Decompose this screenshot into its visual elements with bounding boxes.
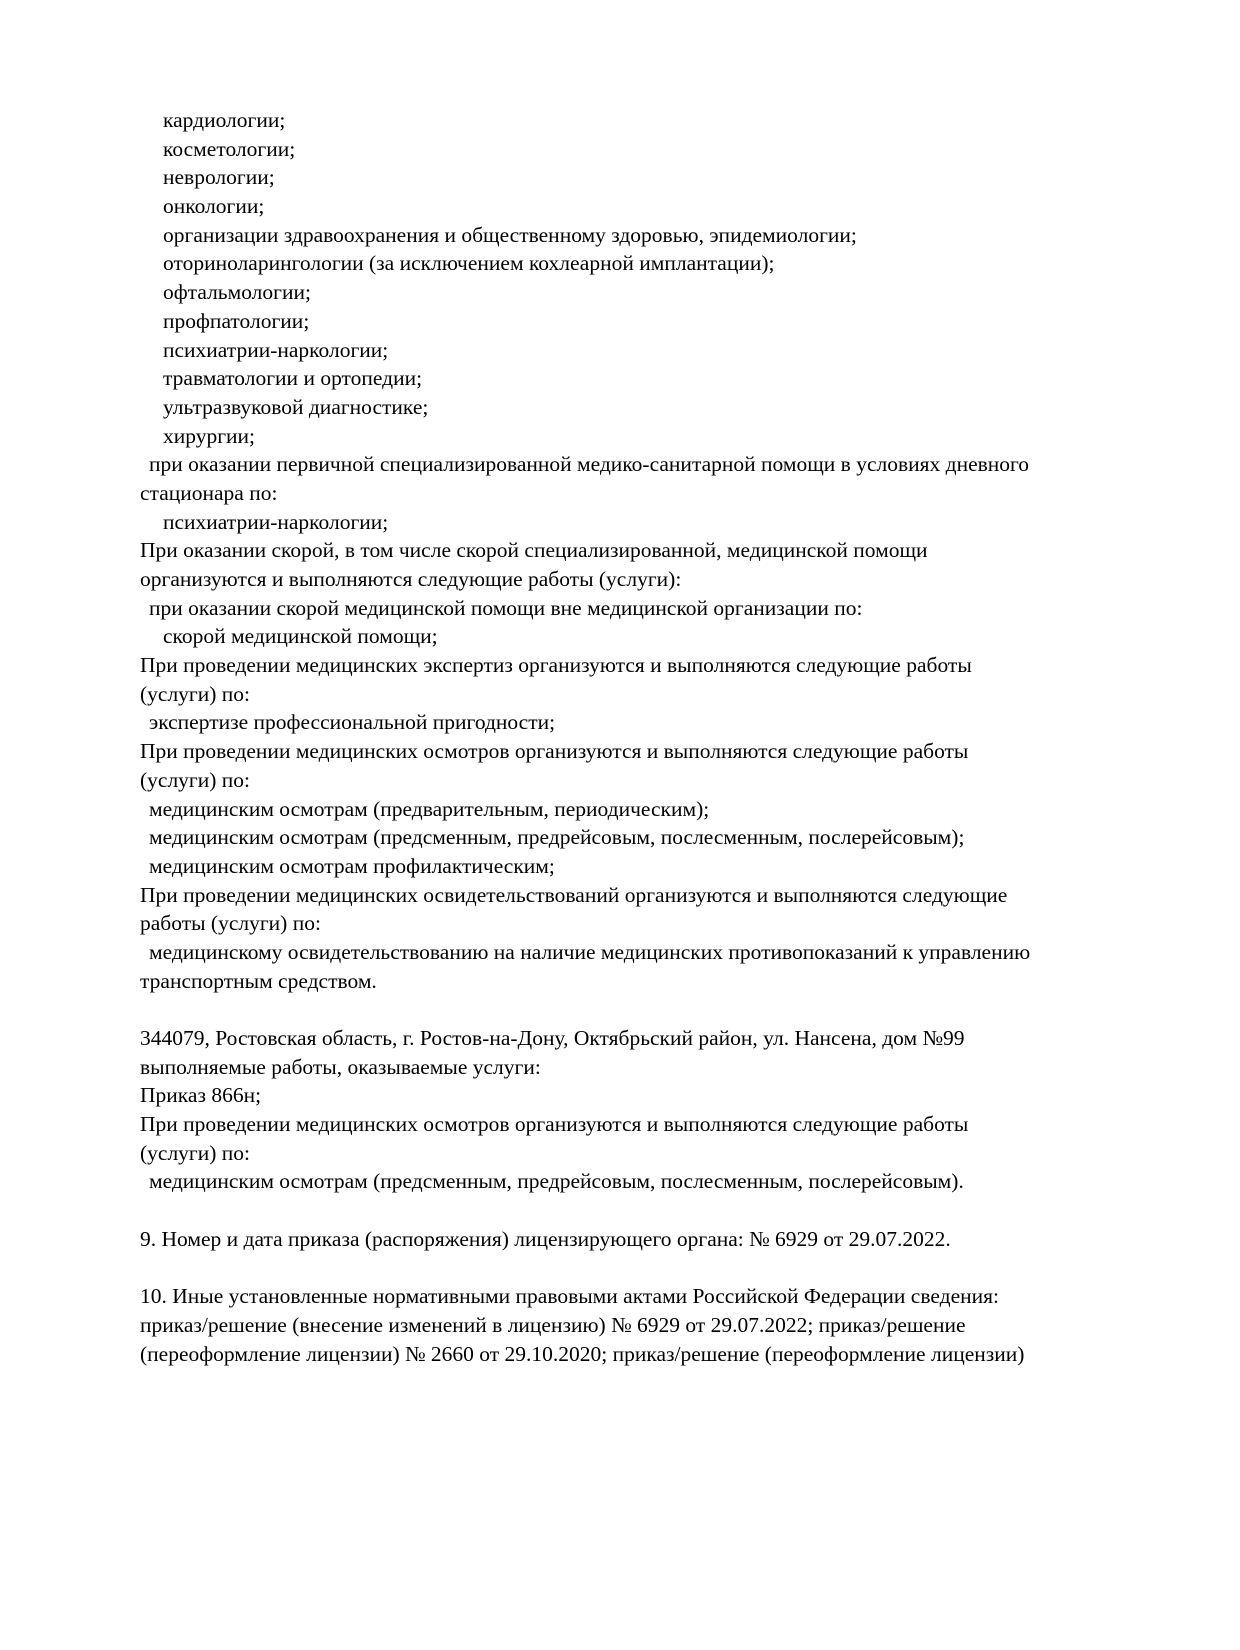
text-line: организуются и выполняются следующие работы (услуги): xyxy=(140,567,682,591)
text-line: (переоформление лицензии) № 2660 от 29.10.2020; приказ/решение (переоформление лицензии) xyxy=(140,1341,1025,1366)
text-line: травматологии и ортопедии; xyxy=(163,366,423,391)
text-line: хирургии; xyxy=(163,423,256,448)
text-line: при оказании скорой медицинской помощи вне медицинской организации по: xyxy=(149,595,863,620)
text-line: (услуги) по: xyxy=(140,767,251,792)
text-line: медицинским осмотрам (предварительным, периодическим); xyxy=(149,796,710,821)
text-line: (услуги) по: xyxy=(140,1140,251,1165)
text-line: психиатрии-наркологии; xyxy=(163,509,389,534)
text-line: При проведении медицинских осмотров организуются и выполняются следующие работы xyxy=(140,1112,969,1137)
text-line: 344079, Ростовская область, г. Ростов-на-Дону, Октябрьский район, ул. Нансена, дом №99 xyxy=(140,1026,965,1050)
blank-line xyxy=(140,995,1150,1024)
text-line: При оказании скорой, в том числе скорой специализированной, медицинской помощи xyxy=(140,538,928,563)
text-line: скорой медицинской помощи; xyxy=(163,624,438,649)
text-line: ультразвуковой диагностике; xyxy=(163,394,429,419)
text-line: медицинским осмотрам (предсменным, предрейсовым, послесменным, послерейсовым); xyxy=(149,825,965,850)
text-line: выполняемые работы, оказываемые услуги: xyxy=(140,1054,541,1079)
text-line: (услуги) по: xyxy=(140,681,251,706)
text-line: офтальмологии; xyxy=(163,280,311,305)
text-line: медицинским осмотрам профилактическим; xyxy=(149,853,555,878)
blank-line xyxy=(140,1254,1150,1283)
text-line: 9. Номер и дата приказа (распоряжения) лицензирующего органа: № 6929 от 29.07.2022. xyxy=(140,1226,951,1251)
text-line: онкологии; xyxy=(163,194,265,219)
text-line: при оказании первичной специализированной медико-санитарной помощи в условиях дневного xyxy=(149,452,1030,477)
text-line: транспортным средством. xyxy=(140,968,377,993)
text-line: При проведении медицинских осмотров организуются и выполняются следующие работы xyxy=(140,739,969,764)
text-line: косметологии; xyxy=(163,136,296,161)
text-line: 10. Иные установленные нормативными правовыми актами Российской Федерации сведения: xyxy=(140,1284,999,1309)
text-line: При проведении медицинских экспертиз организуются и выполняются следующие работы xyxy=(140,653,972,678)
text-line: медицинским осмотрам (предсменным, предрейсовым, послесменным, послерейсовым). xyxy=(149,1169,964,1194)
text-line: психиатрии-наркологии; xyxy=(163,337,389,362)
text-line: медицинскому освидетельствованию на наличие медицинских противопоказаний к управлению xyxy=(149,939,1031,964)
text-line: оториноларингологии (за исключением кохлеарной имплантации); xyxy=(163,251,775,276)
text-line: приказ/решение (внесение изменений в лицензию) № 6929 от 29.07.2022; приказ/решение xyxy=(140,1312,966,1337)
text-line: При проведении медицинских освидетельствований организуются и выполняются следующие xyxy=(140,882,1008,907)
text-line: стационара по: xyxy=(140,480,278,505)
text-line: Приказ 866н; xyxy=(140,1083,262,1108)
text-line: профпатологии; xyxy=(163,308,310,333)
text-line: неврологии; xyxy=(163,165,275,190)
blank-line xyxy=(140,1196,1150,1225)
text-line: кардиологии; xyxy=(163,108,286,132)
document-lines xyxy=(140,106,1150,1368)
text-line: работы (услуги) по: xyxy=(140,911,321,936)
text-line: экспертизе профессиональной пригодности; xyxy=(149,710,556,735)
text-line: организации здравоохранения и общественному здоровью, эпидемиологии; xyxy=(163,222,857,247)
